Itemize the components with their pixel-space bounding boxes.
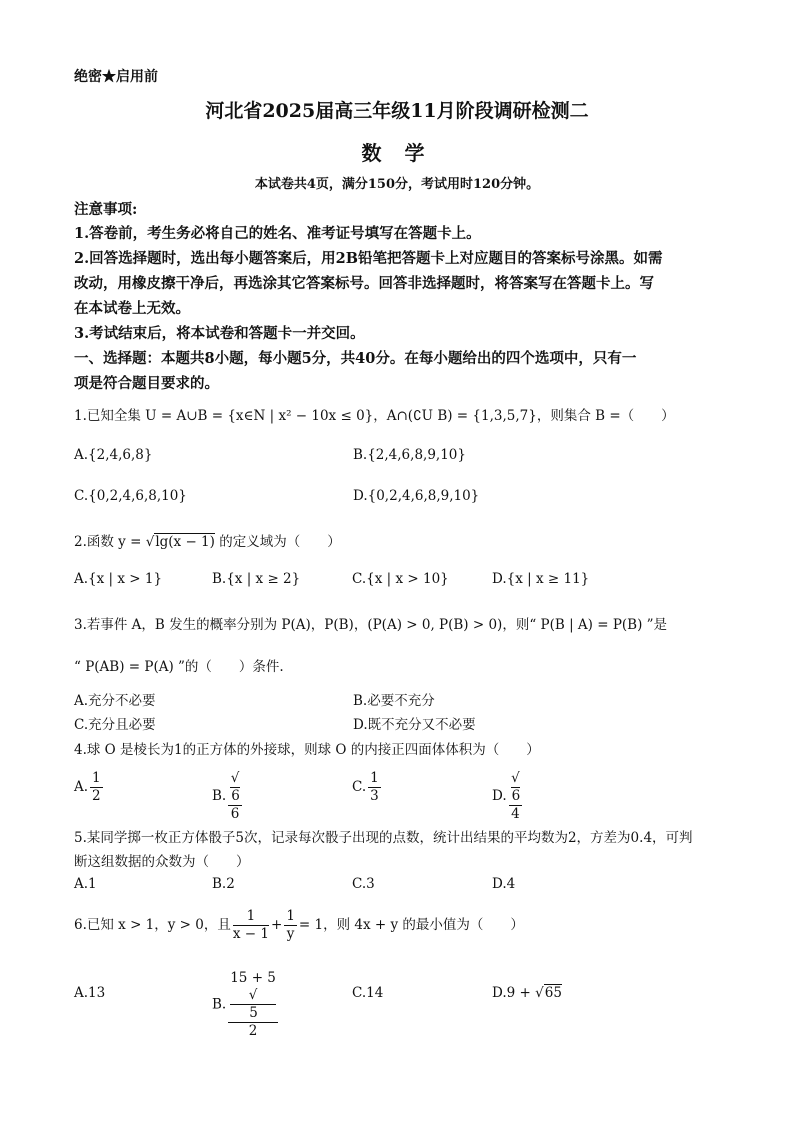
question-3-stem-line-2: “ P(AB) = P(A) ”的（ ）条件. xyxy=(74,659,284,675)
q4-c-fraction xyxy=(368,770,381,805)
note-2-line-1: 2.回答选择题时，选出每小题答案后，用2B铅笔把答题卡上对应题目的答案标号涂黑。如需 xyxy=(74,250,663,267)
note-2-line-2: 改动，用橡皮擦干净后，再选涂其它答案标号。回答非选择题时，将答案写在答题卡上。写 xyxy=(74,275,654,292)
fraction-denominator: 6 xyxy=(230,806,240,822)
q5-option-a: A.1 xyxy=(74,876,97,892)
question-4-stem: 4.球 O 是棱长为1的正方体的外接球，则球 O 的内接正四面体体积为（ ） xyxy=(74,742,540,758)
fraction-denominator: 2 xyxy=(248,1023,258,1039)
q4-option-d xyxy=(492,770,524,823)
fraction-numerator: 15 + 5 √ 5 xyxy=(230,970,276,1021)
fraction-denominator: 4 xyxy=(511,806,520,822)
fraction-numerator: 1 xyxy=(286,908,295,924)
q4-option-a xyxy=(74,770,105,805)
fraction-numerator: √ 6 xyxy=(228,770,242,806)
note-1: 1.答卷前，考生务必将自己的姓名、准考证号填写在答题卡上。 xyxy=(74,225,481,242)
note-2-line-3: 在本试卷上无效。 xyxy=(74,300,190,317)
q1-option-b: B.{2,4,6,8,9,10} xyxy=(353,447,466,463)
q6-b-fraction xyxy=(228,970,278,1040)
radicand: 65 xyxy=(544,985,562,1001)
q6-option-a: A.13 xyxy=(74,985,106,1001)
fraction-numerator: 1 xyxy=(233,908,269,926)
question-5-stem-line-1: 5.某同学掷一枚正方体骰子5次，记录每次骰子出现的点数，统计出结果的平均数为2，方差为0.4，可判 xyxy=(74,830,693,846)
q2-option-c: C.{x | x > 10} xyxy=(352,571,449,587)
exam-info: 本试卷共4页，满分150分，考试用时120分钟。 xyxy=(254,177,540,192)
q4-d-fraction xyxy=(509,770,523,823)
q2-option-a: A.{x | x > 1} xyxy=(74,571,163,587)
section-1-heading: 一、选择题：本题共8小题，每小题5分，共40分。在每小题给出的四个选项中，只有一 xyxy=(74,350,637,367)
plus-sign: + xyxy=(271,917,283,933)
q2-option-d: D.{x | x ≥ 11} xyxy=(492,571,590,587)
q3-option-c: C.充分且必要 xyxy=(74,717,156,733)
q4-a-label: A. xyxy=(74,779,89,795)
q1-option-d: D.{0,2,4,6,8,9,10} xyxy=(353,488,480,504)
fraction-numerator: 1 xyxy=(370,770,379,786)
fraction-denominator: x − 1 xyxy=(232,926,269,942)
q6-option-c: C.14 xyxy=(352,985,384,1001)
q3-option-a: A.充分不必要 xyxy=(74,693,156,709)
fraction-denominator: y xyxy=(286,926,295,942)
fraction-numerator: 1 xyxy=(92,770,101,786)
q6-fraction-1 xyxy=(233,908,269,943)
question-1-stem: 1.已知全集 U = A∪B = {x∈N | x² − 10x ≤ 0}，A∩(∁U B) = {1,3,5,7}，则集合 B =（ ） xyxy=(74,408,675,424)
radicand: 6 xyxy=(511,788,521,804)
q3-option-b: B.必要不充分 xyxy=(353,693,435,709)
q6-option-b xyxy=(212,970,280,1040)
question-2-stem xyxy=(74,530,341,550)
q6-stem-post: = 1，则 4x + y 的最小值为（ ） xyxy=(298,917,524,933)
q1-option-c: C.{0,2,4,6,8,10} xyxy=(74,488,187,504)
q4-a-fraction xyxy=(90,770,103,805)
q6-fraction-2 xyxy=(284,908,297,943)
q4-b-fraction xyxy=(228,770,242,823)
numerator-term: 15 + 5 xyxy=(230,970,276,986)
q5-option-d: D.4 xyxy=(492,876,516,892)
q2-stem-pre: 2.函数 y = xyxy=(74,534,146,550)
radicand: 6 xyxy=(231,788,240,804)
q2-radicand: lg(x − 1) xyxy=(155,534,215,550)
q6-option-d: D.9 + √65 xyxy=(492,985,562,1001)
question-5-stem-line-2: 断这组数据的众数为（ ） xyxy=(74,854,250,870)
sqrt-symbol: √ xyxy=(145,534,155,550)
radicand: 5 xyxy=(230,1004,276,1022)
subject-title: 数 学 xyxy=(361,141,433,165)
q6-b-label: B. xyxy=(212,996,227,1013)
q1-option-a: A.{2,4,6,8} xyxy=(74,447,153,463)
q4-option-c xyxy=(352,770,383,805)
q4-b-label: B. xyxy=(212,788,227,804)
q4-d-label: D. xyxy=(492,788,507,804)
notes-heading: 注意事项: xyxy=(74,201,138,218)
q5-option-c: C.3 xyxy=(352,876,375,892)
fraction-denominator: 2 xyxy=(92,788,101,804)
secret-mark: 绝密★启用前 xyxy=(74,69,158,85)
question-6-stem xyxy=(74,908,524,943)
q6-stem-pre: 6.已知 x > 1，y > 0，且 xyxy=(74,917,231,933)
q4-option-b xyxy=(212,770,244,823)
q2-stem-post: 的定义域为（ ） xyxy=(214,534,341,550)
fraction-denominator: 3 xyxy=(370,788,379,804)
q2-option-b: B.{x | x ≥ 2} xyxy=(212,571,301,587)
fraction-numerator: √ 6 xyxy=(509,770,523,806)
section-1-heading-cont: 项是符合题目要求的。 xyxy=(74,375,219,392)
exam-title: 河北省2025届高三年级11月阶段调研检测二 xyxy=(205,100,589,122)
q6-d-term: D.9 + xyxy=(492,985,536,1001)
q3-option-d: D.既不充分又不必要 xyxy=(353,717,476,733)
note-3: 3.考试结束后，将本试卷和答题卡一并交回。 xyxy=(74,325,365,342)
q4-c-label: C. xyxy=(352,779,367,795)
q5-option-b: B.2 xyxy=(212,876,235,892)
question-3-stem-line-1: 3.若事件 A，B 发生的概率分别为 P(A)，P(B)，(P(A) > 0, P(B) > 0)，则“ P(B | A) = P(B) ”是 xyxy=(74,617,668,633)
